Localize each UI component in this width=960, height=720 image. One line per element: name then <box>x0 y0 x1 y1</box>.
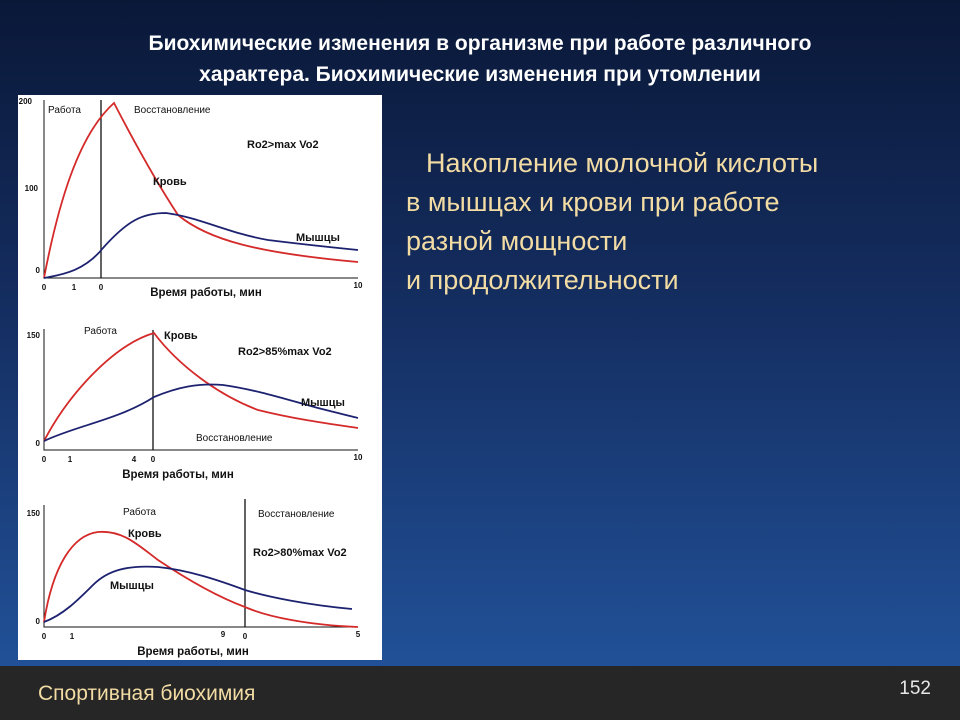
chart-3 <box>27 499 361 658</box>
chart-2-series-muscle-label: Мышцы <box>301 397 345 409</box>
body-text-line-2: в мышцах и крови при работе <box>406 187 780 217</box>
chart-3-xlabel: Время работы, мин <box>137 646 249 658</box>
body-text-line-1: Накопление молочной кислоты <box>426 148 819 178</box>
chart-3-xtick-1: 1 <box>69 632 75 641</box>
chart-2-work-label: Работа <box>84 326 117 337</box>
slide-number: 152 <box>899 678 931 699</box>
chart-2-series-blood-label: Кровь <box>164 330 198 342</box>
chart-2-xtick-1: 1 <box>67 455 73 464</box>
chart-3-series-blood-label: Кровь <box>128 528 162 540</box>
chart-3-axes <box>44 505 358 627</box>
chart-1-recovery-label: Восстановление <box>134 105 211 116</box>
chart-3-xtick-0b: 0 <box>242 632 248 641</box>
chart-2-xtick-10: 10 <box>353 453 363 462</box>
chart-3-xtick-9: 9 <box>220 630 226 639</box>
chart-3-recovery-label: Восстановление <box>258 509 335 520</box>
chart-1-ytick-100: 100 <box>24 184 38 194</box>
chart-1-ytick-0: 0 <box>35 266 40 276</box>
chart-3-series-muscle <box>44 567 352 622</box>
chart-2-recovery-label: Восстановление <box>196 433 273 444</box>
body-text-line-3: разной мощности <box>406 226 628 256</box>
chart-1-axes <box>44 100 358 278</box>
chart-1 <box>19 97 363 299</box>
chart-3-ytick-0: 0 <box>35 617 40 627</box>
chart-1-ytick-200: 200 <box>18 97 32 107</box>
slide-title <box>40 28 920 90</box>
footer-bar <box>0 666 960 720</box>
chart-1-work-label: Работа <box>48 105 81 116</box>
chart-2-xtick-0b: 0 <box>150 455 156 464</box>
slide-title-line-1: Биохимические изменения в организме при работе различного <box>148 32 812 55</box>
chart-1-series-muscle <box>44 213 358 278</box>
chart-1-xlabel: Время работы, мин <box>150 287 262 299</box>
chart-2 <box>27 325 363 481</box>
body-text <box>406 144 936 300</box>
chart-3-xtick-0a: 0 <box>41 632 47 641</box>
chart-2-xtick-0a: 0 <box>41 455 47 464</box>
chart-1-series-blood-label: Кровь <box>153 176 187 188</box>
lactate-charts-figure <box>18 95 382 660</box>
chart-1-xtick-0b: 0 <box>98 283 104 292</box>
charts-svg <box>18 95 382 660</box>
chart-3-series-muscle-label: Мышцы <box>110 580 154 592</box>
chart-2-ytick-150: 150 <box>26 331 40 341</box>
chart-1-series-muscle-label: Мышцы <box>296 232 340 244</box>
chart-1-condition: Ro2>max Vo2 <box>247 139 319 151</box>
chart-3-work-label: Работа <box>123 507 156 518</box>
chart-2-xtick-4: 4 <box>131 455 137 464</box>
chart-1-xtick-0a: 0 <box>41 283 47 292</box>
chart-3-ytick-150: 150 <box>26 509 40 519</box>
body-text-line-4: и продолжительности <box>406 265 679 295</box>
chart-2-ytick-0: 0 <box>35 439 40 449</box>
chart-1-xtick-10: 10 <box>353 281 363 290</box>
footer-course-title: Спортивная биохимия <box>38 682 256 705</box>
chart-1-xtick-1: 1 <box>71 283 77 292</box>
chart-3-condition: Ro2>80%max Vo2 <box>253 547 347 559</box>
chart-3-xtick-5: 5 <box>355 630 361 639</box>
slide-title-line-2: характера. Биохимические изменения при утомлении <box>199 63 761 86</box>
chart-2-xlabel: Время работы, мин <box>122 469 234 481</box>
chart-1-series-blood <box>44 103 358 278</box>
chart-2-condition: Ro2>85%max Vo2 <box>238 346 332 358</box>
